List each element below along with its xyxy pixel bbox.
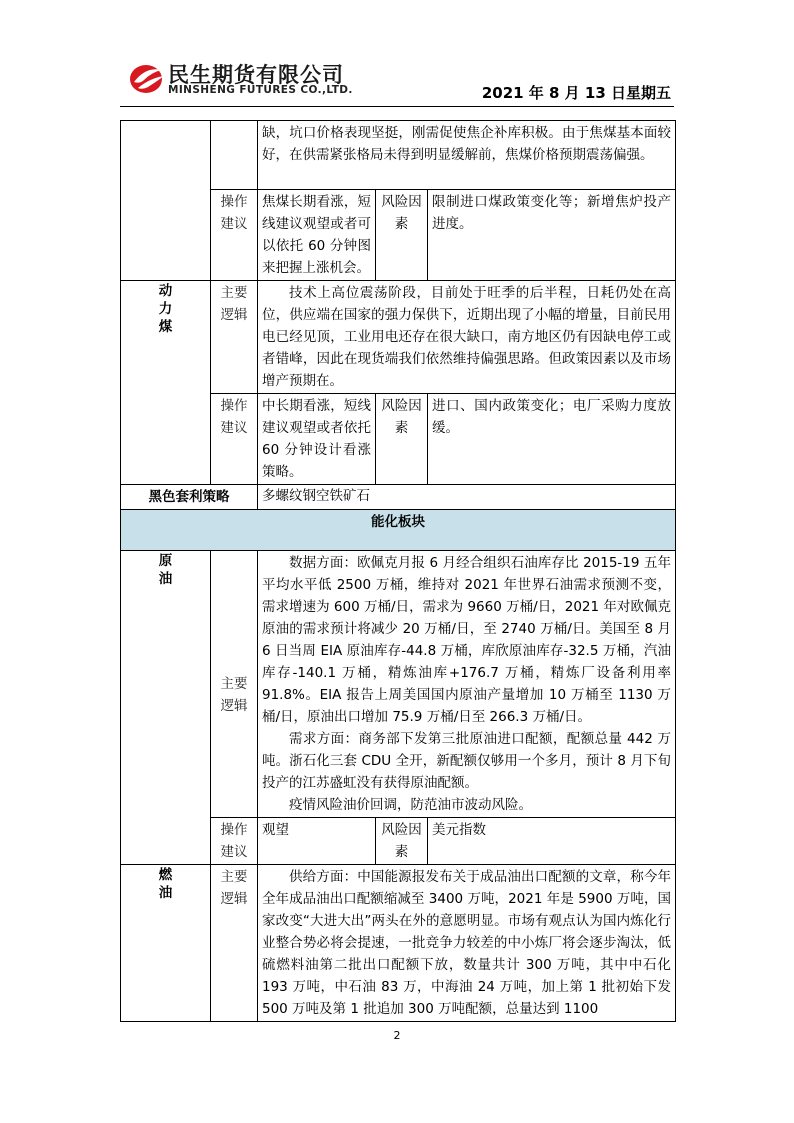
thermal-coal-operation-text: 中长期看涨，短线建议观望或者依托 60 分钟设计看涨策略。 (258, 394, 376, 485)
black-arbitrage-row (121, 485, 676, 510)
risk-label: 风险因素 (376, 190, 428, 281)
crude-oil-risk-paragraph: 疫情风险油价回调，防范油市波动风险。 (289, 797, 532, 813)
fuel-oil-logic-text: 供给方面：中国能源报发布关于成品油出口配额的文章，称今年全年成品油出口配额缩减至 3400 万吨，2021 年是 5900 万吨，国家改变“大进大出”两头在外的意愿明显。市场有观点认为国内炼化行业整合势必将会提速，一批竞争力较差的中小炼厂将会逐步淘汰，低硫燃料油第二批出口配额下放，数量共计 300 万吨，其中中石化 193 万吨，中石油 83 万，中海油 24 万吨，加上第 1 批初始下发 500 万吨及第 1 批追加 300 万吨配额，总量达到 1100 (258, 865, 676, 1022)
crude-oil-logic-row (121, 551, 676, 818)
report-table (120, 120, 676, 1022)
coking-coal-risk-text: 限制进口煤政策变化等；新增焦炉投产进度。 (428, 190, 676, 281)
report-date: 2021 年 8 月 13 日星期五 (481, 84, 671, 102)
coking-coal-logic-row (121, 121, 676, 190)
company-logo (128, 60, 368, 100)
coking-coal-logic-text: 缺，坑口价格表现坚挺，刚需促使焦企补库积极。由于焦煤基本面较好，在供需紧张格局未得到明显缓解前，焦煤价格预期震荡偏强。 (258, 121, 676, 190)
thermal-coal-risk-text: 进口、国内政策变化；电厂采购力度放缓。 (428, 394, 676, 485)
header-rule (120, 106, 674, 107)
crude-oil-demand-paragraph: 需求方面：商务部下发第三批原油进口配额，配额总量 442 万吨。浙石化三套 CDU 全开，新配额仅够用一个多月，预计 8 月下旬投产的江苏盛虹没有获得原油配额。 (262, 731, 671, 791)
thermal-coal-category: 动力煤 (121, 281, 211, 485)
logo-chinese-name: 民生期货有限公司 (168, 63, 344, 87)
crude-oil-category: 原油 (121, 551, 211, 865)
main-logic-label: 主要逻辑 (211, 281, 258, 394)
crude-oil-data-paragraph: 数据方面：欧佩克月报 6 月经合组织石油库存比 2015-19 五年平均水平低 2500 万桶，维持对 2021 年世界石油需求预测不变，需求增速为 600 万桶/日，需求为 9660 万桶/日，2021 年对欧佩克原油的需求预计将减少 20 万桶/日，至 2740 万桶/日。美国至 8 月 6 日当周 EIA 原油库存-44.8 万桶，库欣原油库存-32.5 万桶，汽油库存-140.1 万桶，精炼油库+176.7 万桶，精炼厂设备利用率 91.8%。EIA 报告上周美国国内原油产量增加 10 万桶至 1130 万桶/日，原油出口增加 75.9 万桶/日至 266.3 万桶/日。 (262, 555, 671, 725)
crude-oil-operation-text: 观望 (258, 818, 376, 865)
fuel-oil-category: 燃油 (121, 865, 211, 1022)
page-number: 2 (393, 1029, 401, 1042)
operation-label: 操作建议 (211, 190, 258, 281)
risk-label: 风险因素 (376, 394, 428, 485)
fuel-oil-logic-row (121, 865, 676, 1022)
logo-emblem-icon (128, 60, 166, 96)
thermal-coal-logic-text: 技术上高位震荡阶段，目前处于旺季的后半程，日耗仍处在高位，供应端在国家的强力保供下，近期出现了小幅的增量，目前民用电已经见顶，工业用电还存在很大缺口，南方地区仍有因缺电停工或者错峰，因此在现货端我们依然维持偏强思路。但政策因素以及市场增产预期在。 (258, 281, 676, 394)
energy-section-row (121, 510, 676, 551)
main-logic-label: 主要逻辑 (211, 551, 258, 818)
operation-label: 操作建议 (211, 818, 258, 865)
coking-coal-category-cell (121, 121, 211, 281)
thermal-coal-logic-row (121, 281, 676, 394)
risk-label: 风险因素 (376, 818, 428, 865)
main-logic-label: 主要逻辑 (211, 865, 258, 1022)
coking-coal-logic-label-cell (211, 121, 258, 190)
logo-english-name: MINSHENG FUTURES CO.,LTD. (168, 84, 353, 96)
coking-coal-operation-text: 焦煤长期看涨，短线建议观望或者可以依托 60 分钟图来把握上涨机会。 (258, 190, 376, 281)
crude-oil-risk-text: 美元指数 (428, 818, 676, 865)
energy-section-title: 能化板块 (121, 510, 676, 551)
operation-label: 操作建议 (211, 394, 258, 485)
crude-oil-logic-text (258, 551, 676, 818)
black-arbitrage-label: 黑色套利策略 (121, 485, 258, 510)
black-arbitrage-value: 多螺纹钢空铁矿石 (258, 485, 676, 510)
